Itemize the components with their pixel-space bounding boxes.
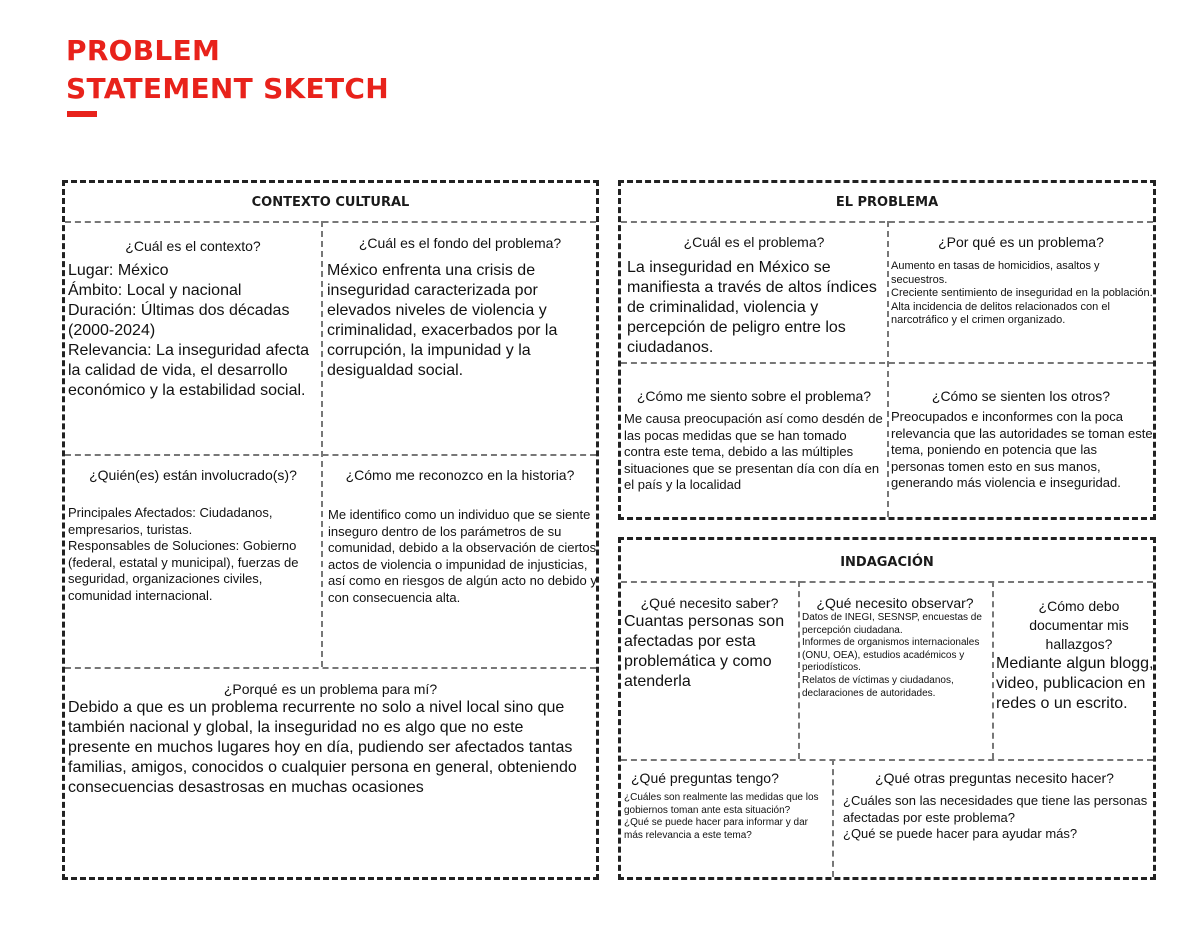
- contexto-answer: Lugar: México Ámbito: Local y nacional Duración: Últimas dos décadas (2000-2024) Relevancia: La inseguridad afecta la calidad de vida, el desarrollo económico y la estabilidad social.: [68, 262, 310, 399]
- porque-mi-answer: Debido a que es un problema recurrente no solo a nivel local sino que también nacional y global, la inseguridad no es algo que no este presente en muchos lugares hoy en día, pudiendo ser afectados tantas familias, amigos, conocidos o cualquier persona en general, obteniendo consecuencias desastrosas en muchas ocasiones: [68, 699, 577, 796]
- title-underline: [67, 111, 97, 117]
- fondo-question: ¿Cuál es el fondo del problema?: [358, 235, 562, 251]
- involucrados-answer: Principales Afectados: Ciudadanos, empresarios, turistas. Responsables de Soluciones: Gobierno (federal, estatal y municipal), fuerzas de seguridad, organizaciones civiles, comunidad internacional.: [68, 505, 299, 603]
- otras-preguntas-question: ¿Qué otras preguntas necesito hacer?: [875, 770, 1114, 786]
- divider: [65, 221, 596, 223]
- reconozco-answer: Me identifico como un individuo que se siente inseguro dentro de los parámetros de su comunidad, debido a la observación de ciertos actos de violencia o impunidad de injusticias, así como en riesgos de algún acto no debido y con consecuencia alta.: [328, 507, 597, 605]
- observar-answer: Datos de INEGI, SESNSP, encuestas de percepción ciudadana. Informes de organismos internacionales (ONU, OEA), estudios académicos y periodísticos. Relatos de víctimas y ciudadanos, declaraciones de autoridades.: [802, 612, 982, 699]
- reconozco-question: ¿Cómo me reconozco en la historia?: [345, 467, 575, 483]
- saber-answer: Cuantas personas son afectadas por esta problemática y como atenderla: [624, 613, 785, 690]
- sienten-question: ¿Cómo se sienten los otros?: [931, 388, 1111, 404]
- cual-problema-answer: La inseguridad en México se manifiesta a través de altos índices de criminalidad, violencia y percepción de peligro entre los ciudadanos.: [627, 259, 877, 356]
- el-problema-heading: EL PROBLEMA: [835, 195, 939, 210]
- sienten-answer: Preocupados e inconformes con la poca relevancia que las autoridades se toman este tema, poniendo en potencia que las personas tomen esto en sus manos, generando más violencia e inseguridad.: [891, 409, 1153, 490]
- contexto-cultural-heading: CONTEXTO CULTURAL: [251, 195, 410, 210]
- divider: [621, 362, 1153, 364]
- page-title: [66, 32, 389, 108]
- indagacion-heading: INDAGACIÓN: [840, 555, 934, 570]
- por-que-problema-question: ¿Por qué es un problema?: [938, 234, 1104, 250]
- divider: [65, 667, 596, 669]
- title-line-1: PROBLEM: [66, 34, 221, 67]
- siento-question: ¿Cómo me siento sobre el problema?: [636, 388, 872, 404]
- divider: [321, 221, 323, 667]
- el-problema-panel: [618, 180, 1156, 520]
- divider: [992, 581, 994, 759]
- contexto-question: ¿Cuál es el contexto?: [125, 238, 261, 254]
- preguntas-question: ¿Qué preguntas tengo?: [631, 770, 779, 786]
- divider: [887, 221, 889, 517]
- siento-answer: Me causa preocupación así como desdén de las pocas medidas que se han tomado contra este tema, debido a las múltiples situaciones que se presentan día con día en el país y la localidad: [624, 411, 883, 492]
- divider: [65, 454, 596, 456]
- saber-question: ¿Qué necesito saber?: [640, 595, 779, 611]
- documentar-answer: Mediante algun blogg, video, publicacion en redes o un escrito.: [996, 655, 1154, 712]
- divider: [621, 759, 1153, 761]
- porque-mi-question: ¿Porqué es un problema para mí?: [223, 681, 438, 697]
- contexto-cultural-panel: [62, 180, 599, 880]
- observar-question: ¿Qué necesito observar?: [816, 595, 974, 611]
- otras-preguntas-answer: ¿Cuáles son las necesidades que tiene las personas afectadas por este problema? ¿Qué se puede hacer para ayudar más?: [843, 793, 1148, 841]
- por-que-problema-answer: Aumento en tasas de homicidios, asaltos y secuestros. Creciente sentimiento de inseguridad en la población. Alta incidencia de delitos relacionados con el narcotráfico y el crimen organizado.: [891, 260, 1153, 326]
- divider: [621, 581, 1153, 583]
- cual-problema-question: ¿Cuál es el problema?: [683, 234, 825, 250]
- documentar-question: ¿Cómo debo documentar mis hallazgos?: [1029, 598, 1129, 652]
- title-line-2: STATEMENT SKETCH: [66, 72, 389, 105]
- involucrados-question: ¿Quién(es) están involucrado(s)?: [89, 467, 297, 483]
- preguntas-answer: ¿Cuáles son realmente las medidas que los gobiernos toman ante esta situación? ¿Qué se puede hacer para informar y dar más relevancia a este tema?: [624, 792, 819, 841]
- fondo-answer: México enfrenta una crisis de inseguridad caracterizada por elevados niveles de violencia y criminalidad, exacerbados por la corrupción, la impunidad y la desigualdad social.: [327, 262, 558, 379]
- indagacion-panel: [618, 537, 1156, 880]
